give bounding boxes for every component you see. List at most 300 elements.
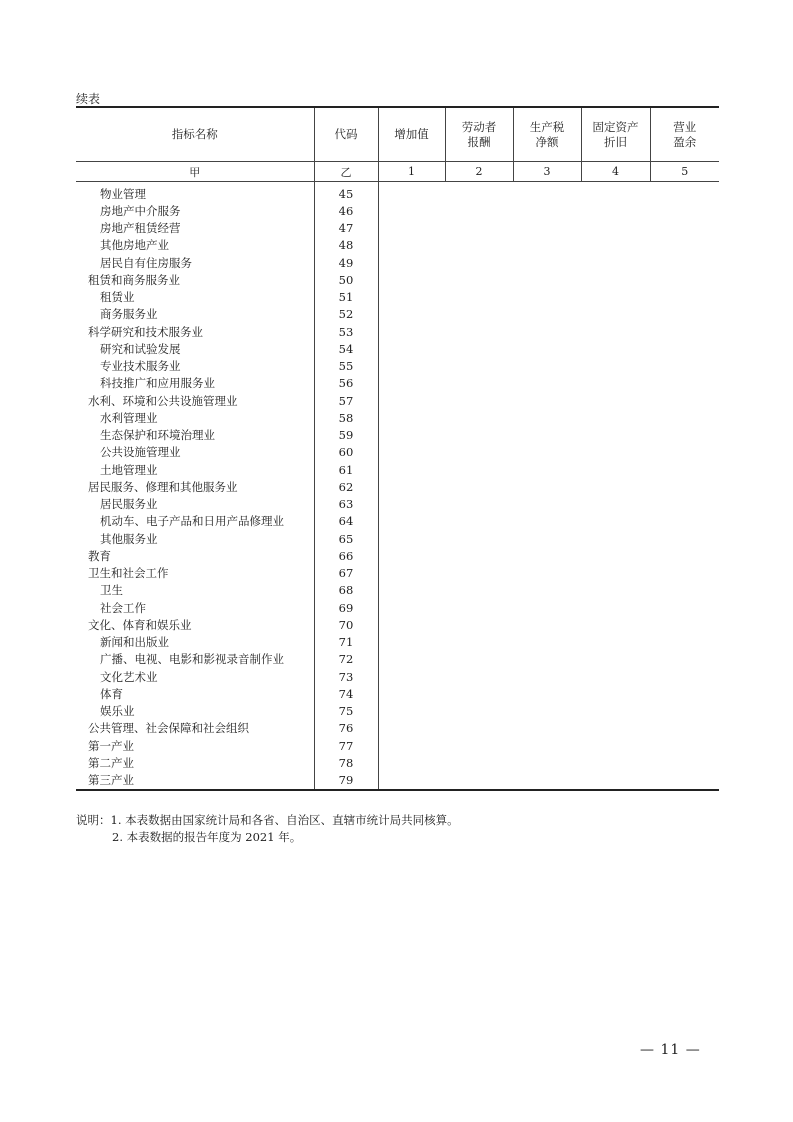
- row-value-cell: [513, 237, 581, 254]
- row-value-cell: [378, 478, 445, 495]
- row-code: 79: [314, 772, 378, 790]
- row-indicator-name: 租赁业: [100, 290, 135, 305]
- row-value-cell: [513, 634, 581, 651]
- note-line-2: 2. 本表数据的报告年度为 2021 年。: [112, 830, 302, 844]
- row-value-cell: [513, 720, 581, 737]
- row-indicator-name: 娱乐业: [100, 704, 135, 719]
- row-code: 55: [314, 358, 378, 375]
- row-value-cell: [581, 202, 650, 219]
- row-value-cell: [581, 582, 650, 599]
- data-table-wrapper: [76, 106, 719, 791]
- row-code: 52: [314, 306, 378, 323]
- row-value-cell: [445, 254, 513, 271]
- row-value-cell: [581, 530, 650, 547]
- table-row: [76, 754, 719, 771]
- table-row: [76, 720, 719, 737]
- table-row: [76, 202, 719, 219]
- column-header-line: 营业: [673, 119, 697, 134]
- row-value-cell: [650, 444, 719, 461]
- table-row: [76, 737, 719, 754]
- row-code: 60: [314, 444, 378, 461]
- row-value-cell: [378, 720, 445, 737]
- table-row: [76, 461, 719, 478]
- row-value-cell: [513, 668, 581, 685]
- row-value-cell: [513, 513, 581, 530]
- note-line-1: 说明：1. 本表数据由国家统计局和各省、自治区、直辖市统计局共同核算。: [76, 813, 459, 827]
- row-value-cell: [581, 427, 650, 444]
- row-value-cell: [513, 392, 581, 409]
- row-value-cell: [650, 461, 719, 478]
- row-value-cell: [445, 530, 513, 547]
- row-value-cell: [650, 772, 719, 790]
- row-code: 48: [314, 237, 378, 254]
- row-code: 61: [314, 461, 378, 478]
- row-value-cell: [513, 444, 581, 461]
- row-value-cell: [581, 634, 650, 651]
- row-indicator-name: 水利、环境和公共设施管理业: [88, 393, 238, 408]
- row-value-cell: [581, 409, 650, 426]
- row-value-cell: [513, 737, 581, 754]
- row-code: 74: [314, 685, 378, 702]
- row-value-cell: [650, 547, 719, 564]
- row-value-cell: [581, 668, 650, 685]
- row-value-cell: [581, 651, 650, 668]
- row-value-cell: [445, 634, 513, 651]
- table-row: [76, 703, 719, 720]
- row-value-cell: [378, 737, 445, 754]
- row-indicator-name: 居民服务、修理和其他服务业: [88, 479, 238, 494]
- row-value-cell: [513, 703, 581, 720]
- row-value-cell: [581, 461, 650, 478]
- row-value-cell: [378, 182, 445, 203]
- row-value-cell: [650, 254, 719, 271]
- row-code: 49: [314, 254, 378, 271]
- row-value-cell: [445, 720, 513, 737]
- row-value-cell: [650, 668, 719, 685]
- row-value-cell: [378, 306, 445, 323]
- column-index: 1: [378, 162, 445, 182]
- row-value-cell: [581, 392, 650, 409]
- table-row: [76, 237, 719, 254]
- row-indicator-name: 机动车、电子产品和日用产品修理业: [100, 514, 284, 529]
- row-value-cell: [650, 340, 719, 357]
- row-value-cell: [581, 375, 650, 392]
- row-value-cell: [650, 496, 719, 513]
- row-value-cell: [513, 496, 581, 513]
- row-indicator-name: 文化艺术业: [100, 669, 158, 684]
- row-code: 72: [314, 651, 378, 668]
- row-value-cell: [378, 358, 445, 375]
- row-value-cell: [445, 703, 513, 720]
- row-indicator-name: 水利管理业: [100, 410, 158, 425]
- row-value-cell: [378, 530, 445, 547]
- row-value-cell: [650, 634, 719, 651]
- row-value-cell: [650, 599, 719, 616]
- row-value-cell: [513, 202, 581, 219]
- row-value-cell: [513, 565, 581, 582]
- row-value-cell: [513, 599, 581, 616]
- row-value-cell: [445, 392, 513, 409]
- row-value-cell: [445, 616, 513, 633]
- row-value-cell: [445, 599, 513, 616]
- row-value-cell: [650, 289, 719, 306]
- row-value-cell: [445, 427, 513, 444]
- column-header-labor-compensation: [445, 107, 513, 162]
- column-header-line: 盈余: [673, 134, 697, 149]
- row-value-cell: [445, 182, 513, 203]
- table-row: [76, 323, 719, 340]
- row-value-cell: [445, 547, 513, 564]
- table-row: [76, 685, 719, 702]
- table-row: [76, 340, 719, 357]
- table-row: [76, 358, 719, 375]
- row-value-cell: [513, 182, 581, 203]
- row-value-cell: [581, 444, 650, 461]
- row-value-cell: [378, 220, 445, 237]
- table-row: [76, 220, 719, 237]
- page-number: — 11 —: [640, 1042, 701, 1058]
- row-value-cell: [445, 668, 513, 685]
- row-code: 75: [314, 703, 378, 720]
- table-row: [76, 634, 719, 651]
- row-value-cell: [378, 202, 445, 219]
- column-header-operating-surplus: [650, 107, 719, 162]
- table-row: [76, 772, 719, 790]
- row-value-cell: [581, 478, 650, 495]
- row-value-cell: [650, 271, 719, 288]
- table-row: [76, 289, 719, 306]
- row-indicator-name: 其他服务业: [100, 531, 158, 546]
- row-value-cell: [581, 237, 650, 254]
- row-code: 47: [314, 220, 378, 237]
- column-header-line: 生产税: [529, 119, 565, 134]
- row-value-cell: [378, 409, 445, 426]
- column-index-row: [76, 162, 719, 182]
- table-row: [76, 616, 719, 633]
- column-header-code: 代码: [314, 107, 378, 162]
- row-code: 77: [314, 737, 378, 754]
- row-value-cell: [513, 478, 581, 495]
- table-row: [76, 651, 719, 668]
- column-index: 4: [581, 162, 650, 182]
- row-indicator-name: 其他房地产业: [100, 238, 169, 253]
- column-header-indicator-name: 指标名称: [76, 107, 314, 162]
- row-value-cell: [581, 323, 650, 340]
- indicator-table: [76, 106, 719, 791]
- row-value-cell: [378, 271, 445, 288]
- row-value-cell: [513, 271, 581, 288]
- row-value-cell: [445, 461, 513, 478]
- row-value-cell: [650, 720, 719, 737]
- row-code: 73: [314, 668, 378, 685]
- row-code: 67: [314, 565, 378, 582]
- row-indicator-name: 研究和试验发展: [100, 341, 181, 356]
- column-header-line: 报酬: [467, 134, 491, 149]
- row-value-cell: [650, 202, 719, 219]
- row-indicator-name: 居民自有住房服务: [100, 255, 192, 270]
- column-header-line: 固定资产: [592, 119, 639, 134]
- row-value-cell: [378, 375, 445, 392]
- row-value-cell: [445, 582, 513, 599]
- column-header-fixed-asset-depreciation: [581, 107, 650, 162]
- row-value-cell: [650, 737, 719, 754]
- column-header-value-added: 增加值: [378, 107, 445, 162]
- row-value-cell: [650, 703, 719, 720]
- row-value-cell: [445, 565, 513, 582]
- row-code: 59: [314, 427, 378, 444]
- row-value-cell: [581, 220, 650, 237]
- row-code: 51: [314, 289, 378, 306]
- row-value-cell: [581, 720, 650, 737]
- row-value-cell: [513, 461, 581, 478]
- row-value-cell: [513, 685, 581, 702]
- row-value-cell: [650, 392, 719, 409]
- row-value-cell: [445, 271, 513, 288]
- row-value-cell: [650, 427, 719, 444]
- row-indicator-name: 广播、电视、电影和影视录音制作业: [100, 652, 284, 667]
- row-value-cell: [445, 358, 513, 375]
- table-body: [76, 182, 719, 790]
- row-code: 70: [314, 616, 378, 633]
- row-value-cell: [581, 513, 650, 530]
- table-row: [76, 599, 719, 616]
- row-value-cell: [513, 323, 581, 340]
- row-indicator-name: 房地产中介服务: [100, 203, 181, 218]
- table-row: [76, 547, 719, 564]
- row-value-cell: [581, 685, 650, 702]
- row-value-cell: [581, 547, 650, 564]
- column-header-net-production-tax: [513, 107, 581, 162]
- row-value-cell: [378, 668, 445, 685]
- row-value-cell: [378, 340, 445, 357]
- row-value-cell: [445, 375, 513, 392]
- row-value-cell: [513, 375, 581, 392]
- row-indicator-name: 物业管理: [100, 186, 146, 201]
- row-value-cell: [650, 478, 719, 495]
- row-code: 50: [314, 271, 378, 288]
- row-value-cell: [445, 737, 513, 754]
- row-code: 45: [314, 182, 378, 203]
- column-index: 甲: [76, 162, 314, 182]
- row-value-cell: [513, 772, 581, 790]
- table-row: [76, 392, 719, 409]
- row-value-cell: [378, 599, 445, 616]
- row-indicator-name: 卫生和社会工作: [88, 566, 169, 581]
- row-value-cell: [513, 754, 581, 771]
- column-index: 5: [650, 162, 719, 182]
- row-value-cell: [378, 323, 445, 340]
- row-value-cell: [581, 496, 650, 513]
- row-indicator-name: 卫生: [100, 583, 123, 598]
- column-index: 3: [513, 162, 581, 182]
- row-value-cell: [650, 530, 719, 547]
- table-row: [76, 444, 719, 461]
- row-value-cell: [445, 306, 513, 323]
- row-value-cell: [378, 461, 445, 478]
- row-value-cell: [513, 220, 581, 237]
- row-indicator-name: 社会工作: [100, 600, 146, 615]
- row-code: 46: [314, 202, 378, 219]
- row-value-cell: [513, 530, 581, 547]
- row-value-cell: [445, 340, 513, 357]
- row-value-cell: [581, 599, 650, 616]
- row-indicator-name: 专业技术服务业: [100, 359, 181, 374]
- row-code: 54: [314, 340, 378, 357]
- row-value-cell: [513, 651, 581, 668]
- row-indicator-name: 文化、体育和娱乐业: [88, 617, 192, 632]
- row-code: 76: [314, 720, 378, 737]
- row-code: 69: [314, 599, 378, 616]
- row-value-cell: [650, 220, 719, 237]
- table-row: [76, 306, 719, 323]
- row-indicator-name: 科技推广和应用服务业: [100, 376, 215, 391]
- row-value-cell: [378, 582, 445, 599]
- row-value-cell: [581, 703, 650, 720]
- row-value-cell: [445, 772, 513, 790]
- row-code: 62: [314, 478, 378, 495]
- row-value-cell: [650, 409, 719, 426]
- row-value-cell: [650, 237, 719, 254]
- row-value-cell: [378, 444, 445, 461]
- row-value-cell: [581, 754, 650, 771]
- row-indicator-name: 公共设施管理业: [100, 445, 181, 460]
- row-indicator-name: 租赁和商务服务业: [88, 272, 180, 287]
- row-code: 68: [314, 582, 378, 599]
- row-indicator-name: 科学研究和技术服务业: [88, 324, 203, 339]
- table-row: [76, 565, 719, 582]
- column-header-line: 劳动者: [461, 119, 497, 134]
- row-code: 64: [314, 513, 378, 530]
- row-code: 78: [314, 754, 378, 771]
- row-value-cell: [650, 651, 719, 668]
- row-value-cell: [378, 754, 445, 771]
- row-code: 56: [314, 375, 378, 392]
- row-value-cell: [650, 685, 719, 702]
- row-value-cell: [513, 306, 581, 323]
- row-value-cell: [378, 289, 445, 306]
- row-indicator-name: 第三产业: [88, 773, 134, 788]
- row-value-cell: [513, 340, 581, 357]
- row-value-cell: [513, 616, 581, 633]
- row-value-cell: [378, 427, 445, 444]
- row-value-cell: [378, 651, 445, 668]
- row-value-cell: [378, 237, 445, 254]
- row-value-cell: [650, 182, 719, 203]
- row-value-cell: [445, 202, 513, 219]
- row-indicator-name: 第二产业: [88, 755, 134, 770]
- row-value-cell: [650, 323, 719, 340]
- table-row: [76, 271, 719, 288]
- table-row: [76, 254, 719, 271]
- row-value-cell: [445, 754, 513, 771]
- row-value-cell: [650, 358, 719, 375]
- row-code: 57: [314, 392, 378, 409]
- row-value-cell: [581, 271, 650, 288]
- table-row: [76, 582, 719, 599]
- table-row: [76, 530, 719, 547]
- row-indicator-name: 新闻和出版业: [100, 635, 169, 650]
- column-header-line: 净额: [535, 134, 559, 149]
- row-indicator-name: 教育: [88, 548, 111, 563]
- row-value-cell: [378, 547, 445, 564]
- row-indicator-name: 公共管理、社会保障和社会组织: [88, 721, 249, 736]
- row-value-cell: [445, 685, 513, 702]
- row-value-cell: [581, 772, 650, 790]
- table-row: [76, 478, 719, 495]
- column-index: 2: [445, 162, 513, 182]
- table-header-row: [76, 107, 719, 162]
- row-value-cell: [650, 306, 719, 323]
- column-index: 乙: [314, 162, 378, 182]
- row-value-cell: [650, 754, 719, 771]
- row-indicator-name: 体育: [100, 686, 123, 701]
- row-value-cell: [378, 685, 445, 702]
- row-value-cell: [650, 375, 719, 392]
- row-code: 58: [314, 409, 378, 426]
- notes: [76, 812, 459, 846]
- row-indicator-name: 土地管理业: [100, 462, 158, 477]
- row-value-cell: [445, 444, 513, 461]
- table-row: [76, 375, 719, 392]
- row-value-cell: [650, 513, 719, 530]
- row-value-cell: [581, 358, 650, 375]
- row-value-cell: [378, 513, 445, 530]
- row-value-cell: [513, 427, 581, 444]
- row-value-cell: [650, 565, 719, 582]
- row-value-cell: [445, 478, 513, 495]
- row-value-cell: [581, 254, 650, 271]
- row-value-cell: [378, 496, 445, 513]
- row-code: 65: [314, 530, 378, 547]
- row-value-cell: [378, 772, 445, 790]
- row-value-cell: [513, 582, 581, 599]
- row-value-cell: [581, 340, 650, 357]
- row-value-cell: [445, 651, 513, 668]
- row-indicator-name: 居民服务业: [100, 497, 158, 512]
- table-row: [76, 513, 719, 530]
- row-value-cell: [378, 254, 445, 271]
- row-code: 71: [314, 634, 378, 651]
- row-value-cell: [650, 582, 719, 599]
- row-value-cell: [378, 565, 445, 582]
- row-value-cell: [581, 737, 650, 754]
- row-indicator-name: 商务服务业: [100, 307, 158, 322]
- row-value-cell: [378, 616, 445, 633]
- row-indicator-name: 房地产租赁经营: [100, 221, 181, 236]
- row-value-cell: [581, 616, 650, 633]
- row-value-cell: [445, 513, 513, 530]
- row-value-cell: [378, 392, 445, 409]
- row-value-cell: [513, 289, 581, 306]
- row-code: 53: [314, 323, 378, 340]
- row-value-cell: [650, 616, 719, 633]
- row-code: 63: [314, 496, 378, 513]
- table-row: [76, 409, 719, 426]
- table-row: [76, 427, 719, 444]
- continued-label: 续表: [76, 92, 101, 106]
- row-value-cell: [513, 254, 581, 271]
- row-value-cell: [513, 547, 581, 564]
- row-indicator-name: 生态保护和环境治理业: [100, 428, 215, 443]
- row-indicator-name: 第一产业: [88, 738, 134, 753]
- row-value-cell: [445, 237, 513, 254]
- row-value-cell: [445, 409, 513, 426]
- row-value-cell: [581, 565, 650, 582]
- row-value-cell: [513, 409, 581, 426]
- row-value-cell: [445, 323, 513, 340]
- row-value-cell: [378, 634, 445, 651]
- table-row: [76, 496, 719, 513]
